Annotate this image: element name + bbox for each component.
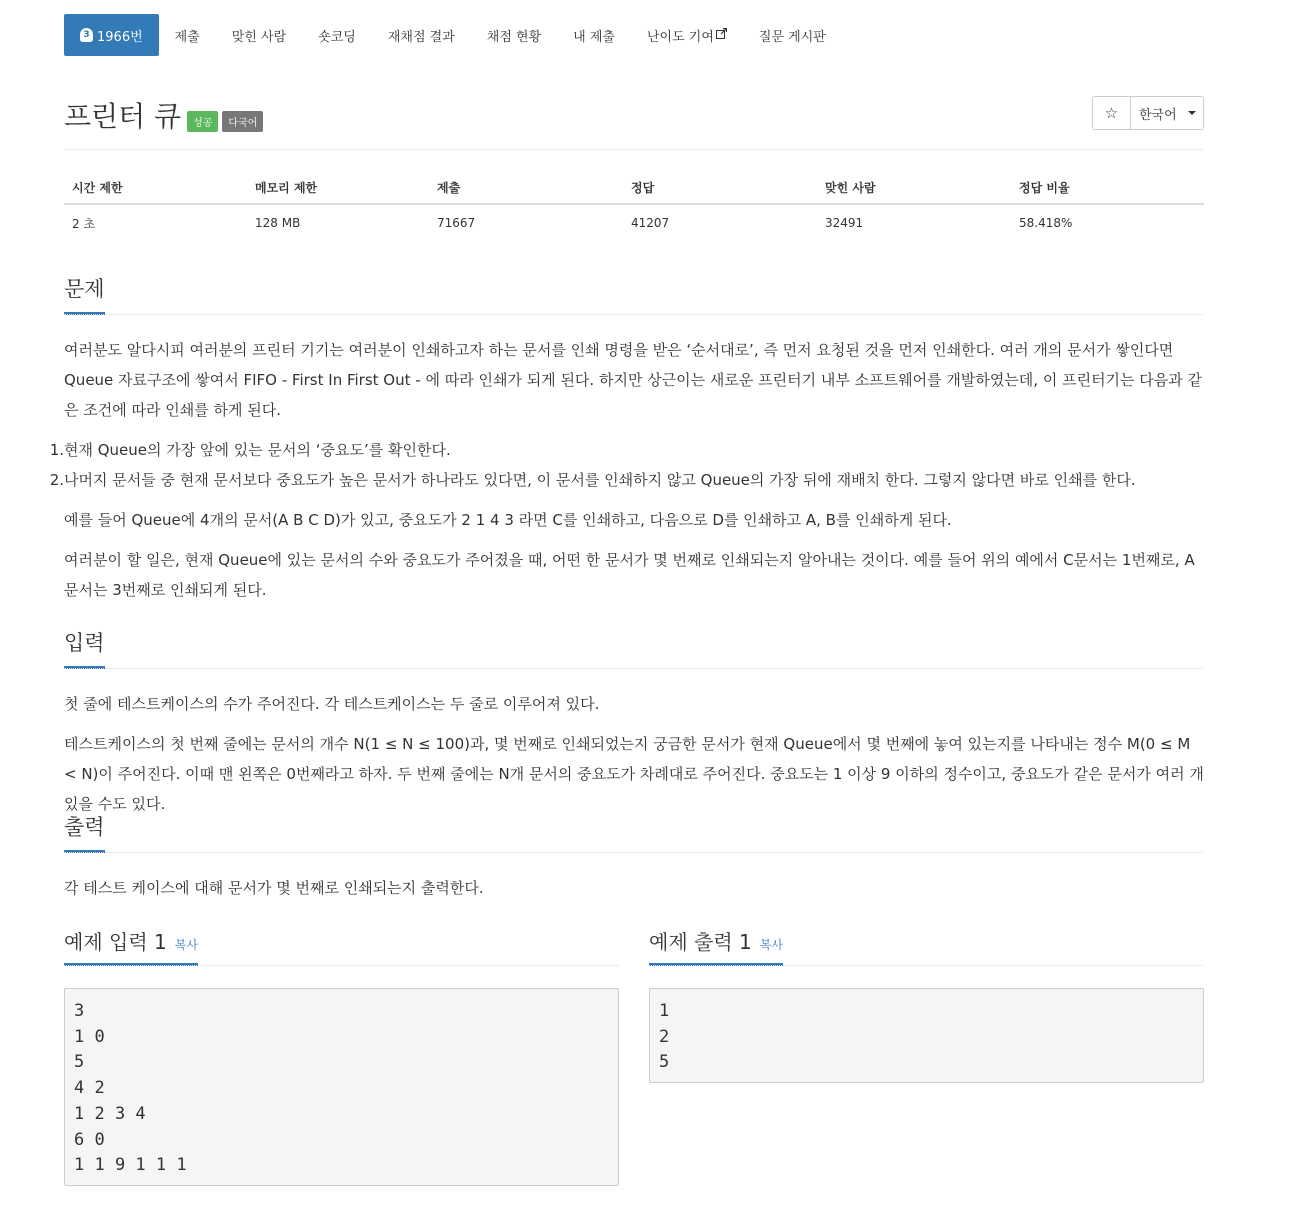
problem-section-header [64,273,1204,315]
problem-rules-list [44,435,1204,495]
sample-output-title: 예제 출력 1 [649,930,752,954]
output-heading: 출력 [64,811,105,853]
table-header-memory-limit: 메모리 제한 [255,181,318,195]
problem-menu [64,14,842,56]
nav-judge-status[interactable]: 채점 현황 [486,29,542,45]
sample-input-box[interactable]: 3 1 0 5 4 2 1 2 3 4 6 0 1 1 9 1 1 1 [64,988,619,1186]
external-link-icon [716,28,727,42]
copy-output-button[interactable]: 복사 [759,938,783,952]
sample-input-header [64,926,619,966]
memory-limit-value: 128 MB [255,216,301,230]
title-actions [1092,96,1204,130]
input-section-header [64,627,1204,669]
problem-heading: 문제 [64,273,105,315]
multilingual-badge: 다국어 [222,111,263,132]
table-header-accepted: 정답 [631,181,655,195]
page-title-row [64,95,263,135]
section-divider [64,314,1204,315]
problem-info-table [64,172,1204,241]
title-divider [64,149,1204,150]
accept-ratio-value: 58.418% [1019,216,1073,230]
nav-problem-number[interactable] [64,14,159,56]
time-limit-value: 2 초 [72,216,96,231]
copy-input-button[interactable]: 복사 [174,938,198,952]
list-item-text: 현재 Queue의 가장 앞에 있는 문서의 ‘중요도’를 확인한다. [64,441,451,459]
nav-qna-board[interactable]: 질문 게시판 [758,29,826,45]
submissions-value: 71667 [437,216,476,230]
nav-difficulty-contribution[interactable] [631,14,743,56]
nav-rejudge-results[interactable]: 재채점 결과 [387,29,455,45]
solved-users-value: 32491 [825,216,864,230]
language-dropdown[interactable] [1131,97,1203,129]
table-header-submissions: 제출 [437,181,461,195]
page-title: 프린터 큐 [64,100,182,133]
accepted-value: 41207 [631,216,670,230]
star-icon: ☆ [1104,104,1119,122]
problem-task: 여러분이 할 일은, 현재 Queue에 있는 문서의 수와 중요도가 주어졌을 때, 어떤 한 문서가 몇 번째로 인쇄되는지 알아내는 것이다. 예를 들어 위의 예에서 C문서는 1번째로, A문서는 3번째로 인쇄되게 된다. [64,551,1195,599]
table-header-time-limit: 시간 제한 [72,181,123,195]
problem-example: 예를 들어 Queue에 4개의 문서(A B C D)가 있고, 중요도가 2 1 4 3 라면 C를 인쇄하고, 다음으로 D를 인쇄하고 A, B를 인쇄하게 된다. [64,511,952,529]
nav-problem-number-label: 1966번 [97,29,143,45]
table-row [64,205,1204,241]
problem-intro: 여러분도 알다시피 여러분의 프린터 기기는 여러분이 인쇄하고자 하는 문서를 인쇄 명령을 받은 ‘순서대로’, 즉 먼저 요청된 것을 먼저 인쇄한다. 여러 개의 문서가 쌓인다면 Queue 자료구조에 쌓여서 FIFO - First In First Out - 에 따라 인쇄가 되게 된다. 하지만 상근이는 새로운 프린터기 내부 소프트웨어를 개발하였는데, 이 프린터기는 다음과 같은 조건에 따라 인쇄를 하게 된다. [64,341,1203,419]
output-section-header [64,811,1204,853]
section-divider [649,965,1204,966]
nav-my-submissions[interactable]: 내 제출 [573,29,615,45]
input-desc-1: 첫 줄에 테스트케이스의 수가 주어진다. 각 테스트케이스는 두 줄로 이루어져 있다. [64,695,600,713]
language-label: 한국어 [1139,107,1177,123]
table-header-accept-ratio: 정답 비율 [1019,181,1070,195]
list-item: 2. 나머지 문서들 중 현재 문서보다 중요도가 높은 문서가 하나라도 있다면, 이 문서를 인쇄하지 않고 Queue의 가장 뒤에 재배치 한다. 그렇지 않다면 바로 인쇄를 한다. [44,465,1204,495]
sample-output-header [649,926,1204,966]
nav-difficulty-label: 난이도 기여 [646,29,714,45]
caret-down-icon [1188,111,1196,115]
sample-output-title-wrap [649,926,783,966]
table-header-row [64,172,1204,205]
nav-submit[interactable]: 제출 [174,29,200,45]
nav-short-coding[interactable]: 숏코딩 [318,29,356,45]
output-desc: 각 테스트 케이스에 대해 문서가 몇 번째로 인쇄되는지 출력한다. [64,879,484,897]
list-item: 1. 현재 Queue의 가장 앞에 있는 문서의 ‘중요도’를 확인한다. [44,435,1204,465]
list-item-text: 나머지 문서들 중 현재 문서보다 중요도가 높은 문서가 하나라도 있다면, 이 문서를 인쇄하지 않고 Queue의 가장 뒤에 재배치 한다. 그렇지 않다면 바로 인쇄를 한다. [64,471,1136,489]
section-divider [64,852,1204,853]
sample-input-title-wrap [64,926,198,966]
tier-badge-icon: 3 [80,28,93,42]
input-heading: 입력 [64,627,105,669]
section-divider [64,965,619,966]
table-header-solved-users: 맞힌 사람 [825,181,876,195]
sample-output-box[interactable]: 1 2 5 [649,988,1204,1083]
star-button[interactable] [1093,97,1131,129]
input-desc-2: 테스트케이스의 첫 번째 줄에는 문서의 개수 N(1 ≤ N ≤ 100)과, 몇 번째로 인쇄되었는지 궁금한 문서가 현재 Queue에서 몇 번째에 놓여 있는지를 나타내는 정수 M(0 ≤ M < N)이 주어진다. 이때 맨 왼쪽은 0번째라고 하자. 두 번째 줄에는 N개 문서의 중요도가 차례대로 주어진다. 중요도는 1 이상 9 이하의 정수이고, 중요도가 같은 문서가 여러 개 있을 수도 있다. [64,735,1204,813]
success-badge: 성공 [187,111,218,132]
nav-solved-users[interactable]: 맞힌 사람 [231,29,287,45]
sample-input-title: 예제 입력 1 [64,930,167,954]
section-divider [64,668,1204,669]
